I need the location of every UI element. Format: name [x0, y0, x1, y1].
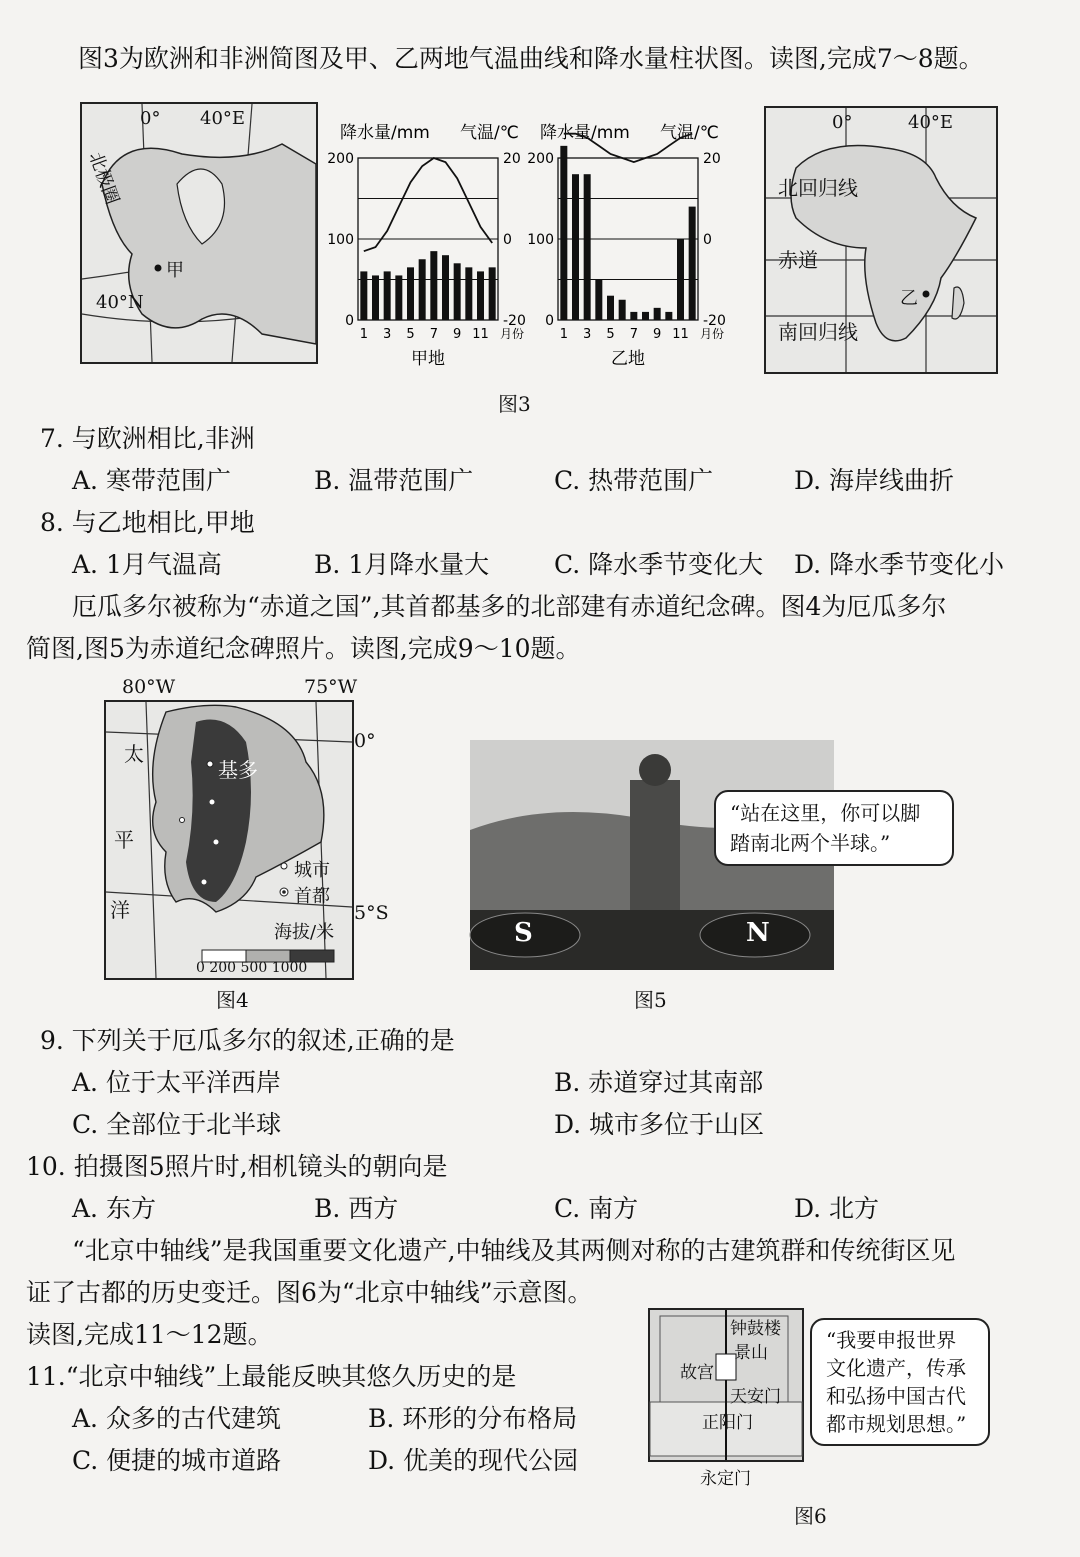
africa-lon40: 40°E: [908, 112, 954, 133]
precip-bar-jia-9: [454, 263, 461, 320]
left-tick-jia-0: 200: [327, 151, 354, 167]
precip-bar-yi-1: [560, 146, 567, 320]
ylabel-right-yi: 气温/℃: [660, 123, 719, 143]
intro-fig6-line3: 读图,完成11～12题。: [26, 1320, 273, 1349]
q8-option-b: B. 1月降水量大: [314, 550, 490, 579]
q8-option-d: D. 降水季节变化小: [794, 550, 1005, 579]
label-zhengyangmen: 正阳门: [702, 1413, 753, 1433]
precip-bar-jia-12: [489, 267, 496, 320]
tropic-capricorn-label: 南回归线: [778, 320, 858, 344]
elevation-ticks: 0 200 500 1000: [196, 960, 308, 976]
climate-chart-yi: [527, 118, 750, 378]
europe-lon40: 40°E: [200, 108, 246, 129]
legend-city: 城市: [294, 860, 330, 881]
europe-lat40: 40°N: [96, 292, 144, 313]
point-yi-label: 乙: [900, 288, 918, 309]
q8-stem: 8. 与乙地相比,甲地: [40, 508, 255, 537]
label-jingshan: 景山: [734, 1343, 768, 1363]
precip-bar-jia-10: [465, 267, 472, 320]
intro-fig3: 图3为欧洲和非洲简图及甲、乙两地气温曲线和降水量柱状图。读图,完成7～8题。: [78, 44, 984, 73]
precip-bar-jia-2: [372, 275, 379, 320]
ocean-char-3: 洋: [110, 898, 130, 922]
q11-option-c: C. 便捷的城市道路: [72, 1446, 282, 1475]
climate-chart-jia: [327, 118, 530, 378]
q9-option-c: C. 全部位于北半球: [72, 1110, 282, 1139]
precip-bar-jia-3: [384, 271, 391, 320]
left-tick-jia-2: 0: [345, 313, 354, 329]
precip-bar-yi-12: [689, 207, 696, 320]
europe-lon0: 0°: [140, 108, 161, 129]
right-tick-yi-2: -20: [703, 313, 726, 329]
x-tick-jia-11: 11: [472, 327, 489, 342]
x-tick-jia-9: 9: [453, 327, 462, 342]
q7-stem: 7. 与欧洲相比,非洲: [40, 424, 255, 453]
right-tick-jia-1: 0: [503, 232, 512, 248]
precip-bar-yi-9: [654, 308, 661, 320]
x-tick-jia-7: 7: [429, 327, 438, 342]
q11-stem: 11.“北京中轴线”上最能反映其悠久历史的是: [26, 1362, 517, 1391]
q9-option-b: B. 赤道穿过其南部: [554, 1068, 764, 1097]
q10-option-b: B. 西方: [314, 1194, 399, 1223]
equator-label: 赤道: [778, 248, 818, 272]
precip-bar-yi-11: [677, 239, 684, 320]
fig4-caption: 图4: [216, 988, 249, 1012]
q10-option-a: A. 东方: [72, 1194, 156, 1223]
left-tick-yi-0: 200: [527, 151, 554, 167]
x-tick-yi-7: 7: [629, 327, 638, 342]
intro-fig6-line1: “北京中轴线”是我国重要文化遗产,中轴线及其两侧对称的古建筑群和传统街区见: [72, 1236, 956, 1265]
precip-bar-jia-1: [360, 271, 367, 320]
precip-bar-jia-11: [477, 271, 484, 320]
q11-option-a: A. 众多的古代建筑: [72, 1404, 281, 1433]
beijing-axis-map: [648, 1308, 804, 1462]
temperature-line-jia: [364, 158, 492, 251]
q8-option-c: C. 降水季节变化大: [554, 550, 764, 579]
q9-option-a: A. 位于太平洋西岸: [72, 1068, 281, 1097]
precip-bar-yi-2: [572, 174, 579, 320]
chart-title-jia: 甲地: [411, 349, 445, 369]
q7-option-c: C. 热带范围广: [554, 466, 714, 495]
precip-bar-yi-8: [642, 312, 649, 320]
precip-bar-yi-6: [619, 300, 626, 320]
north-marker: N: [746, 918, 770, 948]
europe-map-drawing: [82, 104, 316, 362]
label-bell-drum-tower: 钟鼓楼: [730, 1319, 781, 1339]
ylabel-left-jia: 降水量/mm: [340, 123, 430, 143]
precip-bar-jia-8: [442, 255, 449, 320]
right-tick-jia-2: -20: [503, 313, 526, 329]
left-tick-jia-1: 100: [327, 232, 354, 248]
x-tick-jia-5: 5: [406, 327, 415, 342]
intro-fig6-line2: 证了古都的历史变迁。图6为“北京中轴线”示意图。: [26, 1278, 593, 1307]
q10-option-c: C. 南方: [554, 1194, 639, 1223]
left-tick-yi-1: 100: [527, 232, 554, 248]
chart-title-yi: 乙地: [611, 349, 645, 369]
fig6-speech-bubble: “我要申报世界文化遗产，传承和弘扬中国古代都市规划思想。”: [810, 1318, 990, 1446]
q9-stem: 9. 下列关于厄瓜多尔的叙述,正确的是: [40, 1026, 455, 1055]
fig4-lat5s: 5°S: [354, 902, 389, 924]
fig5-caption: 图5: [634, 988, 667, 1012]
fig4-lon80: 80°W: [122, 676, 176, 698]
x-unit-yi: 月份: [700, 327, 725, 341]
intro-fig45-line1: 厄瓜多尔被称为“赤道之国”,其首都基多的北部建有赤道纪念碑。图4为厄瓜多尔: [72, 592, 947, 621]
right-tick-yi-1: 0: [703, 232, 712, 248]
fig4-lon75: 75°W: [304, 676, 358, 698]
label-yongdingmen: 永定门: [700, 1469, 751, 1489]
europe-map: [80, 102, 318, 364]
x-tick-jia-3: 3: [383, 327, 392, 342]
tropic-cancer-label: 北回归线: [778, 176, 858, 200]
q8-option-a: A. 1月气温高: [72, 550, 222, 579]
fig3-caption: 图3: [498, 392, 531, 416]
q7-option-d: D. 海岸线曲折: [794, 466, 955, 495]
fig6-caption: 图6: [794, 1504, 827, 1528]
precip-bar-jia-4: [395, 275, 402, 320]
x-tick-yi-9: 9: [653, 327, 662, 342]
label-forbidden-city: 故宫: [680, 1363, 714, 1383]
africa-lon0: 0°: [832, 112, 853, 133]
point-jia-label: 甲: [166, 260, 184, 281]
x-tick-jia-1: 1: [359, 327, 368, 342]
q7-option-a: A. 寒带范围广: [72, 466, 231, 495]
right-tick-jia-0: 20: [503, 151, 521, 167]
q10-stem: 10. 拍摄图5照片时,相机镜头的朝向是: [26, 1152, 448, 1181]
q11-option-b: B. 环形的分布格局: [368, 1404, 578, 1433]
precip-bar-jia-5: [407, 267, 414, 320]
label-tiananmen: 天安门: [730, 1387, 781, 1407]
q9-option-d: D. 城市多位于山区: [554, 1110, 765, 1139]
fig4-lat0: 0°: [354, 730, 376, 752]
x-tick-yi-1: 1: [559, 327, 568, 342]
precip-bar-yi-10: [665, 312, 672, 320]
precip-bar-yi-3: [584, 174, 591, 320]
ocean-char-1: 太: [124, 742, 144, 766]
right-tick-yi-0: 20: [703, 151, 721, 167]
ecuador-map: [104, 700, 354, 980]
x-tick-yi-3: 3: [583, 327, 592, 342]
q10-option-d: D. 北方: [794, 1194, 880, 1223]
capital-quito-label: 基多: [218, 758, 258, 782]
ylabel-left-yi: 降水量/mm: [540, 123, 630, 143]
ocean-char-2: 平: [114, 828, 134, 852]
arctic-circle-label: 北极圈: [84, 149, 123, 208]
south-marker: S: [514, 918, 533, 948]
ylabel-right-jia: 气温/℃: [460, 123, 519, 143]
legend-capital: 首都: [294, 886, 330, 907]
precip-bar-jia-7: [430, 251, 437, 320]
precip-bar-yi-7: [630, 312, 637, 320]
precip-bar-jia-6: [419, 259, 426, 320]
x-tick-yi-11: 11: [672, 327, 689, 342]
intro-fig45-line2: 简图,图5为赤道纪念碑照片。读图,完成9～10题。: [26, 634, 581, 663]
africa-map: [764, 106, 998, 374]
q7-option-b: B. 温带范围广: [314, 466, 474, 495]
left-tick-yi-2: 0: [545, 313, 554, 329]
precip-bar-yi-5: [607, 296, 614, 320]
q11-option-d: D. 优美的现代公园: [368, 1446, 579, 1475]
fig5-speech-bubble: “站在这里，你可以脚踏南北两个半球。”: [714, 790, 954, 866]
x-unit-jia: 月份: [500, 327, 525, 341]
x-tick-yi-5: 5: [606, 327, 615, 342]
elevation-title: 海拔/米: [274, 922, 335, 943]
precip-bar-yi-4: [595, 280, 602, 321]
